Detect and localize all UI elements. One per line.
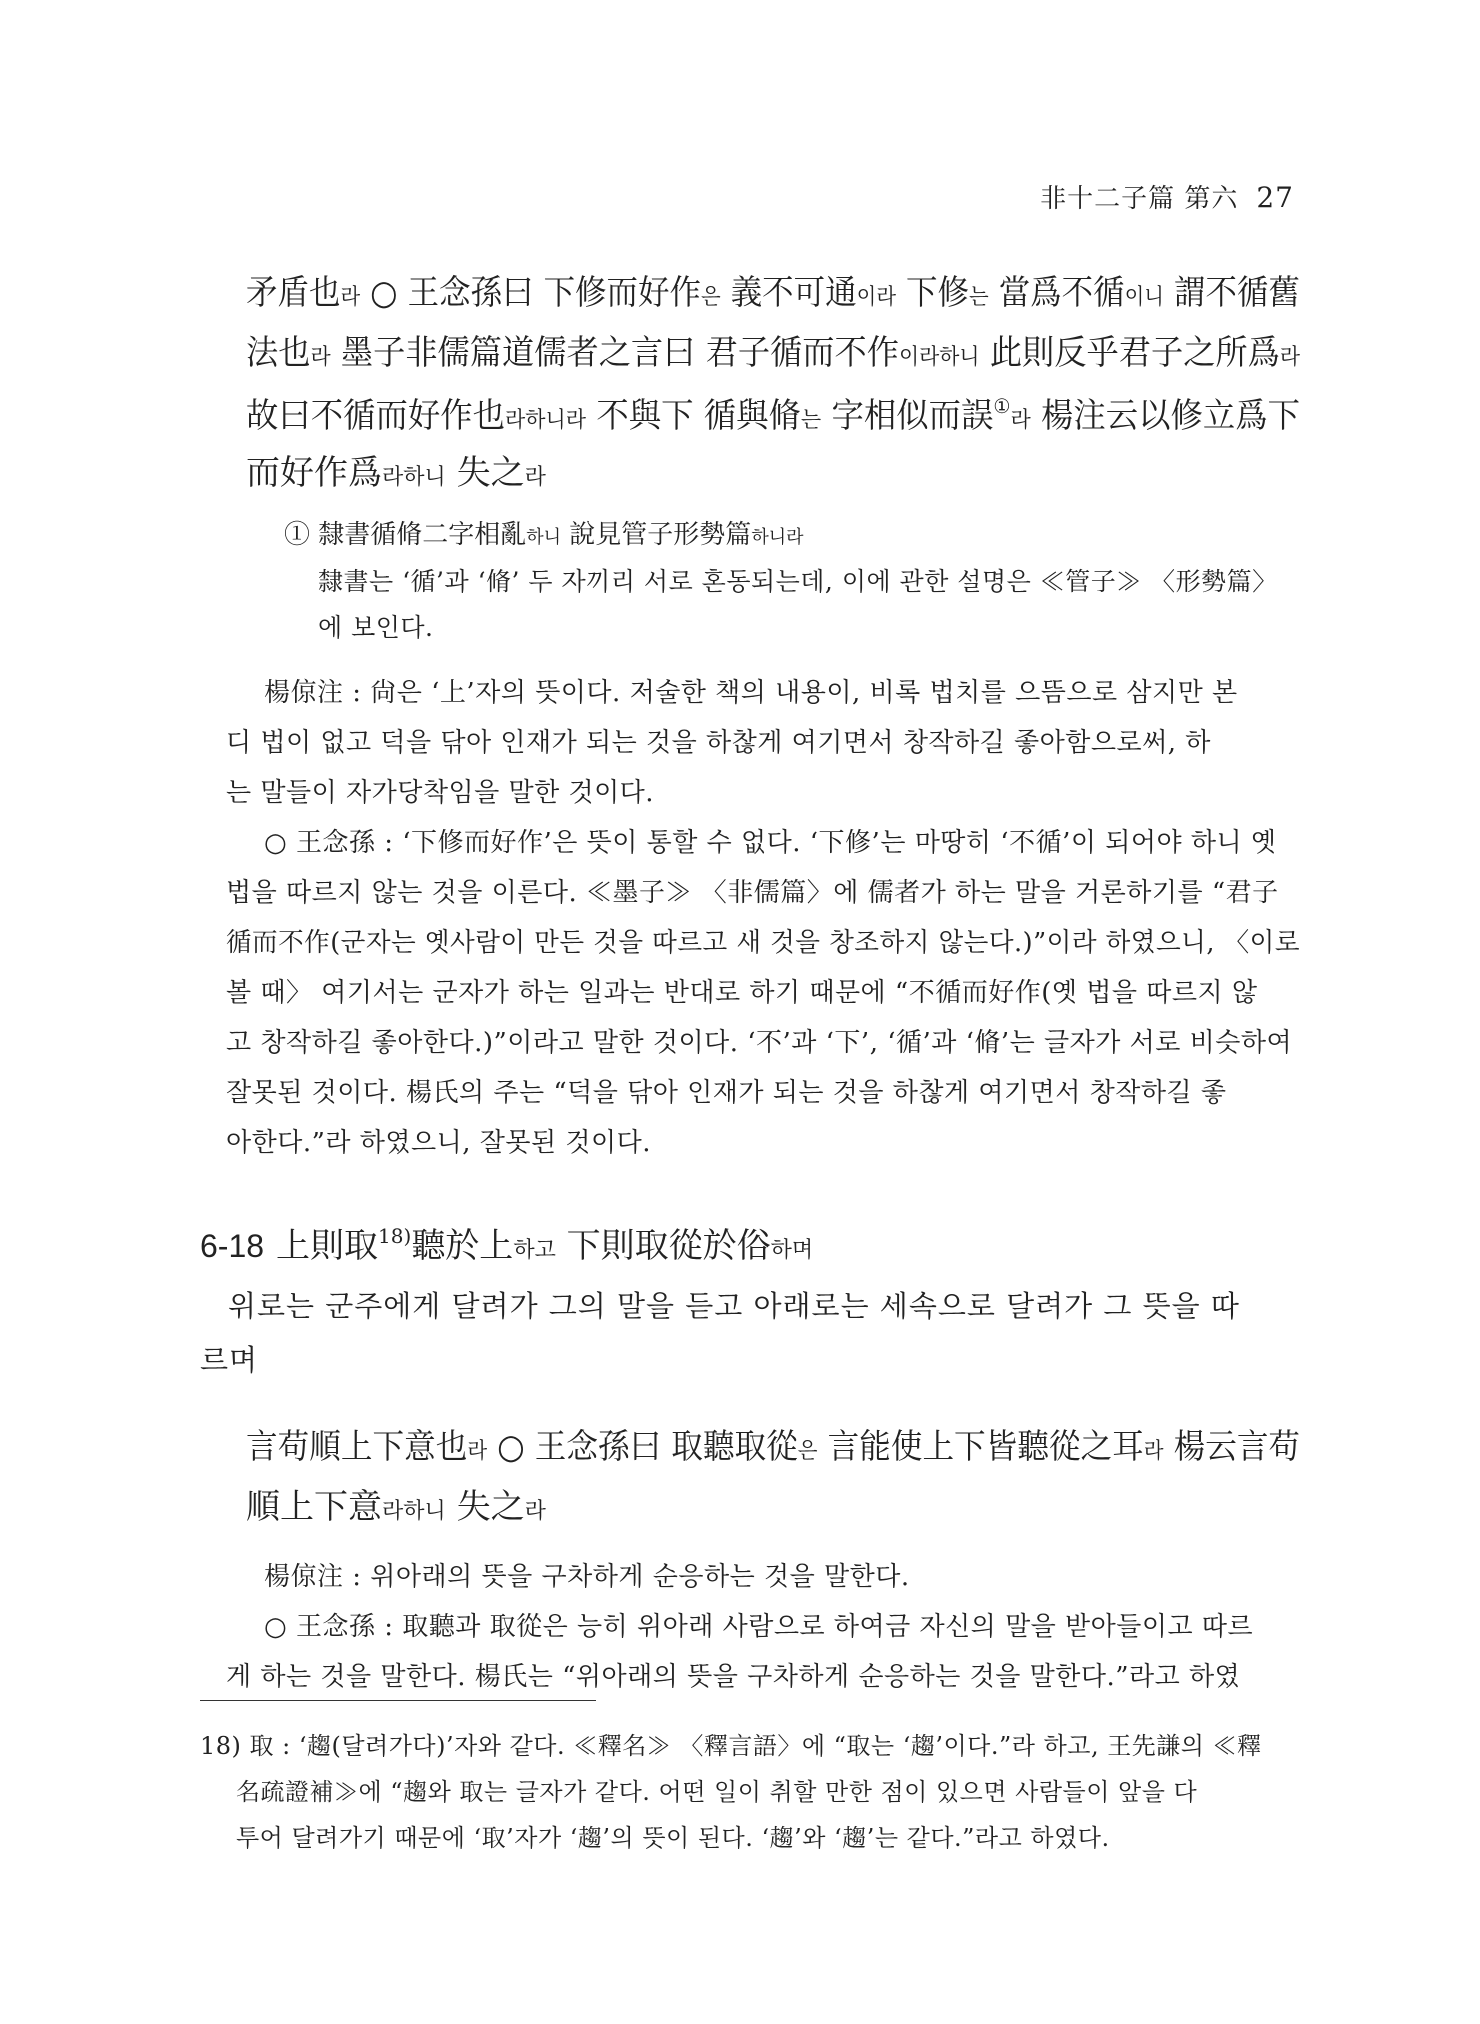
particle: 는 <box>800 408 822 433</box>
text-run: 字相似而誤 <box>821 396 994 436</box>
footnote-line: 18) 取 : ‘趨(달려가다)’자와 같다. ≪釋名≫ 〈釋言語〉에 “取는 ‘趨’이다.”라 하고, 王先謙의 ≪釋 <box>200 1732 1262 1760</box>
particle: 이니 <box>1124 285 1164 310</box>
text-run: ○ 王念孫曰 取聽取從 <box>487 1427 798 1467</box>
text-run: 順上下意 <box>246 1487 382 1527</box>
particle: 라 <box>1143 1439 1164 1464</box>
inline-note-line: 隸書는 ‘循’과 ‘脩’ 두 자끼리 서로 혼동되는데, 이에 관한 설명은 ≪管子≫ 〈形勢篇〉 <box>318 567 1278 596</box>
text-run: 下則取從於俗 <box>555 1226 771 1266</box>
commentary-line: 디 법이 없고 덕을 닦아 인재가 되는 것을 하찮게 여기면서 창작하길 좋아함으로써, 하 <box>226 728 1211 758</box>
section-number: 6-18 <box>200 1228 265 1264</box>
classical-line <box>246 1427 1301 1467</box>
footnote-marker[interactable]: 18) <box>378 1224 412 1248</box>
text-run: 義不可通 <box>720 273 857 313</box>
text-run: 聽於上 <box>411 1226 514 1266</box>
text-run: 上則取 <box>276 1226 379 1266</box>
text-run: 矛盾也 <box>246 273 341 313</box>
text-run: 說見管子形勢篇 <box>561 520 752 550</box>
classical-line <box>246 333 1301 373</box>
footnote-rule <box>200 1700 596 1701</box>
text-run: 楊云言苟 <box>1163 1427 1301 1467</box>
classical-line <box>246 273 1300 313</box>
particle: 라 <box>1279 345 1301 370</box>
particle: 라하니 <box>382 465 446 490</box>
commentary-line: 고 창작하길 좋아한다.)”이라고 말한 것이다. ‘不’과 ‘下’, ‘循’과 ‘脩’는 글자가 서로 비슷하여 <box>226 1028 1293 1058</box>
commentary-line: ○ 王念孫 : 取聽과 取從은 능히 위아래 사람으로 하여금 자신의 말을 받아들이고 따르 <box>264 1612 1254 1642</box>
text-run: 此則反乎君子之所爲 <box>979 333 1280 373</box>
commentary-line: 게 하는 것을 말한다. 楊氏는 “위아래의 뜻을 구차하게 순응하는 것을 말한다.”라고 하였 <box>226 1662 1241 1692</box>
classical-line <box>246 453 546 493</box>
commentary-line: 楊倞注 : 尙은 ‘上’자의 뜻이다. 저술한 책의 내용이, 비록 법치를 으뜸으로 삼지만 본 <box>264 678 1238 708</box>
particle: 라 <box>340 285 361 310</box>
text-run: ① 隸書循脩二字相亂 <box>284 520 527 550</box>
particle: 하고 <box>513 1238 556 1263</box>
commentary-line: ○ 王念孫 : ‘下修而好作’은 뜻이 통할 수 없다. ‘下修’는 마땅히 ‘不循’이 되어야 하니 옛 <box>264 828 1277 858</box>
particle: 하니 <box>526 527 562 548</box>
particle: 이라 <box>856 285 897 310</box>
page-number: 27 <box>1256 181 1294 214</box>
text-run: 下修 <box>896 273 969 313</box>
commentary-line: 는 말들이 자가당착임을 말한 것이다. <box>226 778 655 808</box>
footnote-line: 투어 달려가기 때문에 ‘取’자가 ‘趨’의 뜻이 된다. ‘趨’와 ‘趨’는 같다.”라고 하였다. <box>236 1824 1110 1852</box>
text-run: 言能使上下皆聽從之耳 <box>817 1427 1144 1467</box>
particle: 는 <box>968 285 989 310</box>
text-run: ○ 王念孫曰 下修而好作 <box>360 273 701 313</box>
chapter-title: 非十二子篇 第六 <box>1040 184 1239 214</box>
particle: 은 <box>797 1439 818 1464</box>
text-run: 墨子非儒篇道儒者之言曰 君子循而不作 <box>330 333 899 373</box>
text-run: 謂不循舊 <box>1163 273 1300 313</box>
particle: 하니라 <box>751 527 804 548</box>
particle: 이라하니 <box>898 345 980 370</box>
footnote-line: 名疏證補≫에 “趨와 取는 글자가 같다. 어떤 일이 취할 만한 점이 있으면 사람들이 앞을 다 <box>236 1778 1198 1806</box>
translation-line: 위로는 군주에게 달려가 그의 말을 듣고 아래로는 세속으로 달려가 그 뜻을 따 <box>228 1289 1240 1323</box>
particle: 라 <box>310 345 331 370</box>
particle: 라 <box>467 1439 488 1464</box>
particle: 라 <box>524 1499 546 1524</box>
commentary-line: 아한다.”라 하였으니, 잘못된 것이다. <box>226 1128 652 1158</box>
commentary-line: 循而不作(군자는 옛사람이 만든 것을 따르고 새 것을 창조하지 않는다.)”이라 하였으니, 〈이로 <box>226 928 1301 958</box>
text-run: 法也 <box>246 333 311 373</box>
text-run: 當爲不循 <box>988 273 1125 313</box>
section-heading <box>200 1218 813 1267</box>
particle: 라 <box>1010 408 1031 433</box>
inline-note-heading <box>284 514 803 551</box>
commentary-line: 법을 따르지 않는 것을 이른다. ≪墨子≫ 〈非儒篇〉에 儒者가 하는 말을 거론하기를 “君子 <box>226 878 1279 908</box>
translation-line: 르며 <box>200 1343 259 1377</box>
text-run: 失之 <box>445 453 525 493</box>
text-run: 失之 <box>445 1487 525 1527</box>
commentary-line: 볼 때〉 여기서는 군자가 하는 일과는 반대로 하기 때문에 “不循而好作(옛 법을 따르지 않 <box>226 978 1258 1008</box>
running-head <box>1040 178 1294 215</box>
text-run: 言苟順上下意也 <box>246 1427 468 1467</box>
text-run: 不與下 循與脩 <box>586 396 801 436</box>
classical-line <box>246 1487 546 1527</box>
particle: 라 <box>524 465 546 490</box>
commentary-line: 잘못된 것이다. 楊氏의 주는 “덕을 닦아 인재가 되는 것을 하찮게 여기면서 창작하길 좋 <box>226 1078 1227 1108</box>
particle: 하며 <box>770 1238 814 1263</box>
footnote-marker[interactable]: ① <box>993 394 1011 418</box>
classical-line <box>246 394 1301 436</box>
text-run: 故曰不循而好作也 <box>246 396 506 436</box>
inline-note-line: 에 보인다. <box>318 613 434 642</box>
particle: 라하니 <box>382 1499 446 1524</box>
particle: 라하니라 <box>505 408 587 433</box>
text-run: 楊注云以修立爲下 <box>1030 396 1301 436</box>
particle: 은 <box>700 285 721 310</box>
commentary-line: 楊倞注 : 위아래의 뜻을 구차하게 순응하는 것을 말한다. <box>264 1562 910 1592</box>
text-run: 而好作爲 <box>246 453 382 493</box>
